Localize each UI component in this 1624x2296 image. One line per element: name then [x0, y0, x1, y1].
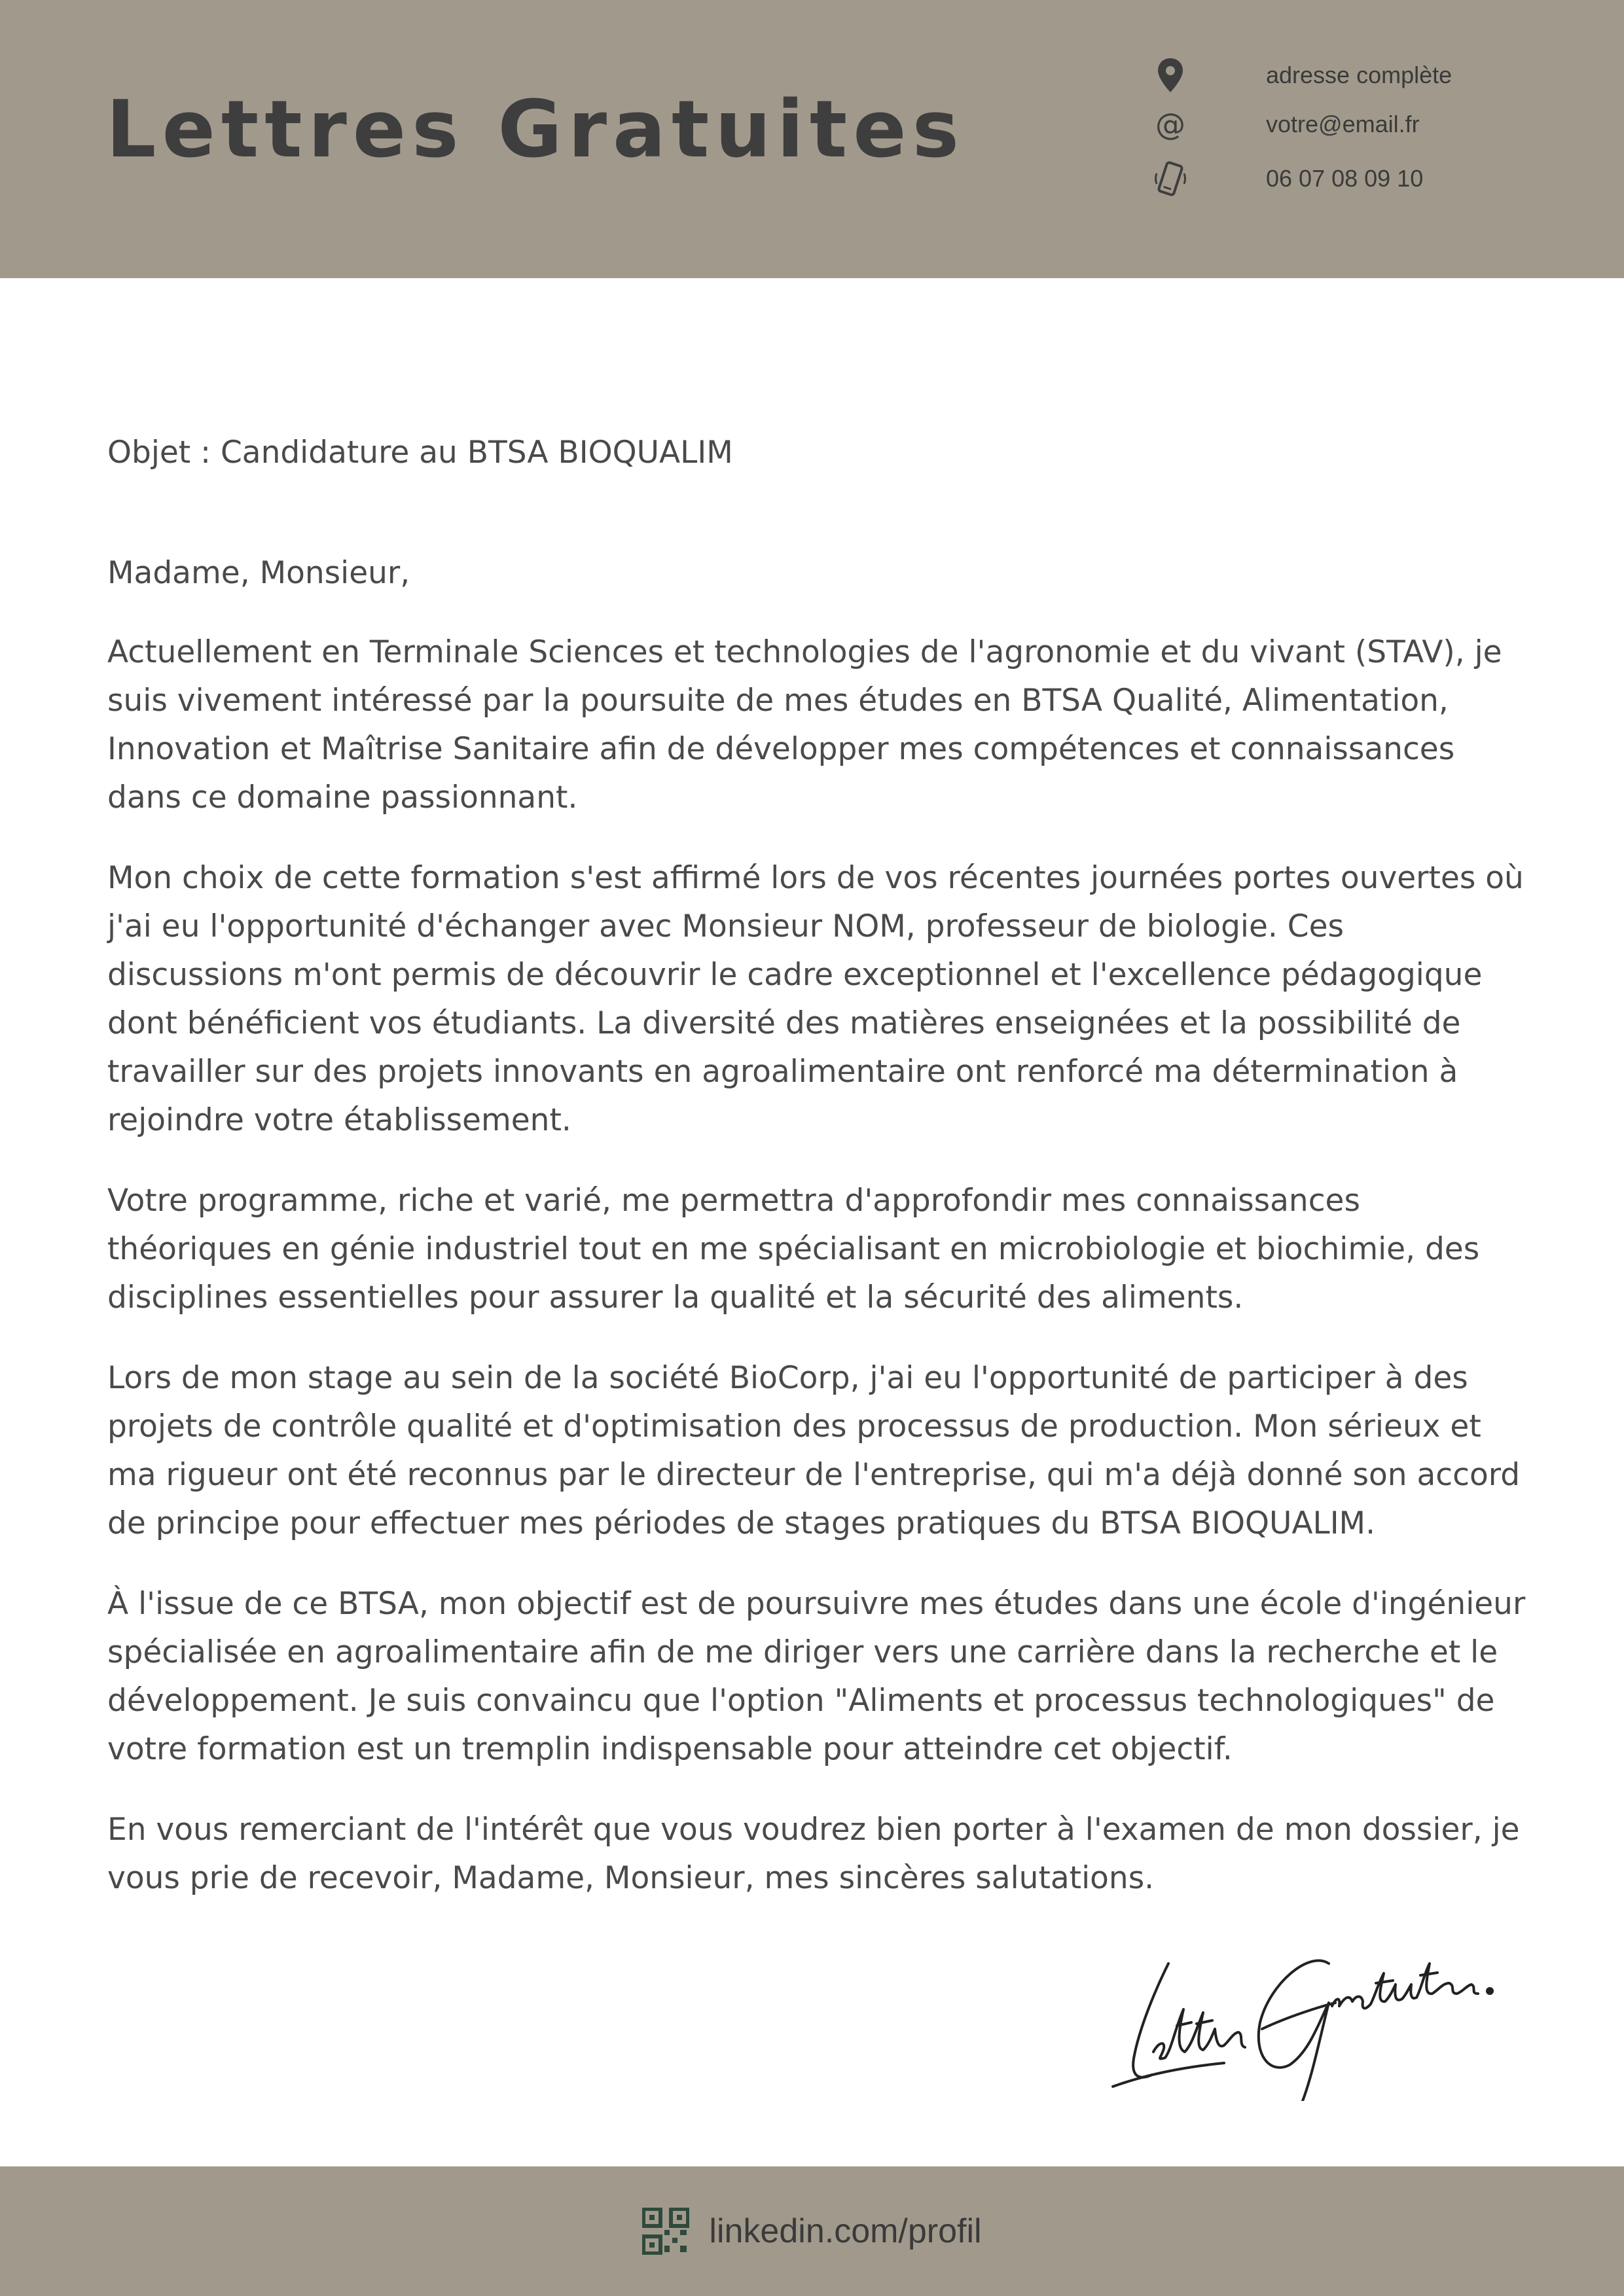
- letter-body: [107, 429, 1528, 1935]
- brand-title: Lettres Gratuites: [106, 84, 965, 175]
- letter-paragraph: À l'issue de ce BTSA, mon objectif est de poursuivre mes études dans une école d'ingénieur spécialisée en agroalimentaire afin de me diriger vers une carrière dans la recherche et le développement. Je suis convaincu que l'option "Aliments et processus technologiques" de votre formation est un tremplin indispensable pour atteindre cet objectif.: [107, 1586, 1526, 1767]
- letter-paragraph: Lors de mon stage au sein de la société BioCorp, j'ai eu l'opportunité de participer à des projets de contrôle qualité et d'optimisation des processus de production. Mon sérieux et ma rigueur ont été reconnus par le directeur de l'entreprise, qui m'a déjà donné son accord de principe pour effectuer mes périodes de stages pratiques du BTSA BIOQUALIM.: [107, 1360, 1521, 1541]
- header-banner: [0, 0, 1624, 278]
- letter-paragraph: Votre programme, riche et varié, me permettra d'approfondir mes connaissances théoriques en génie industriel tout en me spécialisant en microbiologie et biochimie, des disciplines essentielles pour assurer la qualité et la sécurité des aliments.: [107, 1183, 1480, 1316]
- letter-subject: Objet : Candidature au BTSA BIOQUALIM: [107, 435, 733, 471]
- handwritten-signature: [1093, 1918, 1519, 2101]
- contact-phone: [1152, 156, 1423, 202]
- phone-icon: [1152, 160, 1189, 197]
- qr-code-icon: [642, 2208, 689, 2255]
- phone-text[interactable]: 06 07 08 09 10: [1266, 165, 1424, 192]
- letter-paragraph: En vous remerciant de l'intérêt que vous voudrez bien porter à l'examen de mon dossier, je vous prie de recevoir, Madame, Monsieur, mes sincères salutations.: [107, 1812, 1520, 1896]
- email-text[interactable]: votre@email.fr: [1266, 111, 1420, 137]
- contact-address: [1152, 52, 1452, 98]
- address-text: adresse complète: [1266, 62, 1453, 88]
- contact-email: [1152, 101, 1420, 147]
- letter-paragraph: Actuellement en Terminale Sciences et technologies de l'agronomie et du vivant (STAV), je suis vivement intéressé par la poursuite de mes études en BTSA Qualité, Alimentation, Innovation et Maîtrise Sanitaire afin de développer mes compétences et connaissances dans ce domaine passionnant.: [107, 634, 1502, 816]
- at-icon: @: [1155, 107, 1185, 142]
- footer-banner: [0, 2166, 1624, 2296]
- letter-salutation: Madame, Monsieur,: [107, 555, 410, 591]
- letter-paragraph: Mon choix de cette formation s'est affirmé lors de vos récentes journées portes ouvertes où j'ai eu l'opportunité d'échanger avec Monsieur NOM, professeur de biologie. Ces discussions m'ont permis de découvrir le cadre exceptionnel et l'excellence pédagogique dont bénéficient vos étudiants. La diversité des matières enseignées et la possibilité de travailler sur des projets innovants en agroalimentaire ont renforcé ma détermination à rejoindre votre établissement.: [107, 860, 1524, 1138]
- linkedin-link[interactable]: linkedin.com/profil: [709, 2212, 982, 2250]
- location-pin-icon: [1152, 57, 1189, 94]
